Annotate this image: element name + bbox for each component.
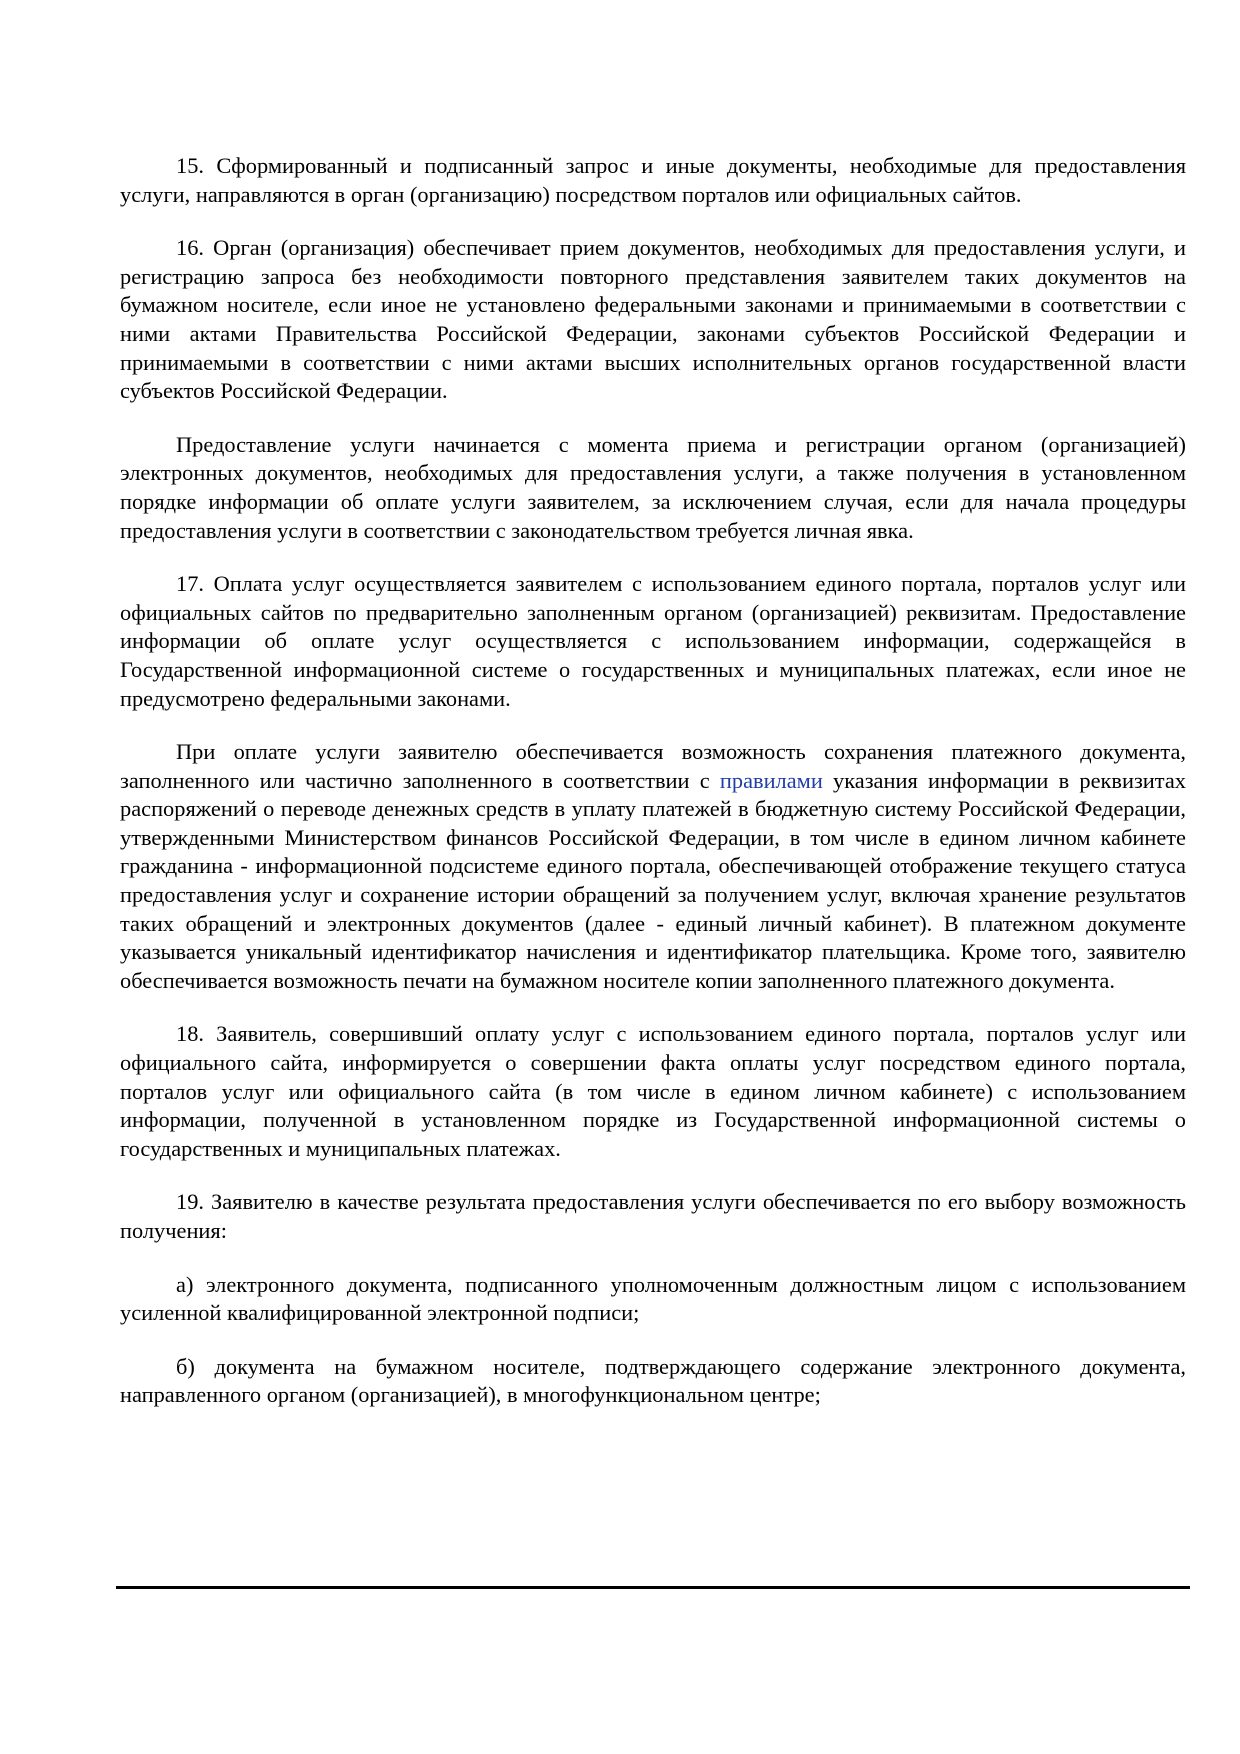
document-body — [120, 152, 1186, 1435]
footer-rule — [116, 1586, 1190, 1589]
paragraph-17-continuation-text-after: указания информации в реквизитах распоряжений о переводе денежных средств в уплату платежей в бюджетную систему Российской Федерации, утвержденными Министерством финансов Российской Федерации, в том числе в едином личном кабинете гражданина - информационной подсистеме единого портала, обеспечивающей отображение текущего статуса предоставления услуг и сохранение истории обращений за получением услуг, включая хранение результатов таких обращений и электронных документов (далее - единый личный кабинет). В платежном документе указывается уникальный идентификатор начисления и идентификатор плательщика. Кроме того, заявителю обеспечивается возможность печати на бумажном носителе копии заполненного платежного документа. — [120, 767, 1186, 993]
paragraph-19-b: б) документа на бумажном носителе, подтверждающего содержание электронного документа, направленного органом (организацией), в многофункциональном центре; — [120, 1353, 1186, 1408]
paragraph-19-a: а) электронного документа, подписанного уполномоченным должностным лицом с использованием усиленной квалифицированной электронной подписи; — [120, 1271, 1186, 1326]
paragraph-15: 15. Сформированный и подписанный запрос и иные документы, необходимые для предоставления услуги, направляются в орган (организацию) посредством порталов или официальных сайтов. — [120, 153, 1186, 207]
paragraph-17-continuation — [120, 738, 1186, 995]
paragraph-19: 19. Заявителю в качестве результата предоставления услуги обеспечивается по его выбору возможность получения: — [120, 1189, 1186, 1243]
paragraph-18: 18. Заявитель, совершивший оплату услуг с использованием единого портала, порталов услуг или официального сайта, информируется о совершении факта оплаты услуг посредством единого портала, порталов услуг или официального сайта (в том числе в едином личном кабинете) с использованием информации, полученной в установленном порядке из Государственной информационной системы о государственных и муниципальных платежах. — [120, 1021, 1186, 1161]
rules-link[interactable]: правилами — [719, 767, 823, 793]
paragraph-16-continuation: Предоставление услуги начинается с момента приема и регистрации органом (организацией) электронных документов, необходимых для предоставления услуги, а также получения в установленном порядке информации об оплате услуги заявителем, за исключением случая, если для начала процедуры предоставления услуги в соответствии с законодательством требуется личная явка. — [120, 431, 1186, 543]
paragraph-17-continuation-text-before: При оплате услуги заявителю обеспечивается возможность сохранения платежного документа, заполненного или частично заполненного в соответствии с — [120, 739, 1186, 793]
paragraph-16: 16. Орган (организация) обеспечивает прием документов, необходимых для предоставления услуги, и регистрацию запроса без необходимости повторного представления заявителем таких документов на бумажном носителе, если иное не установлено федеральными законами и принимаемыми в соответствии с ними актами Правительства Российской Федерации, законами субъектов Российской Федерации и принимаемыми в соответствии с ними актами высших исполнительных органов государственной власти субъектов Российской Федерации. — [120, 235, 1186, 404]
paragraph-17: 17. Оплата услуг осуществляется заявителем с использованием единого портала, порталов услуг или официальных сайтов по предварительно заполненным органом (организацией) реквизитам. Предоставление информации об оплате услуг осуществляется с использованием информации, содержащейся в Государственной информационной системе о государственных и муниципальных платежах, если иное не предусмотрено федеральными законами. — [120, 571, 1186, 711]
